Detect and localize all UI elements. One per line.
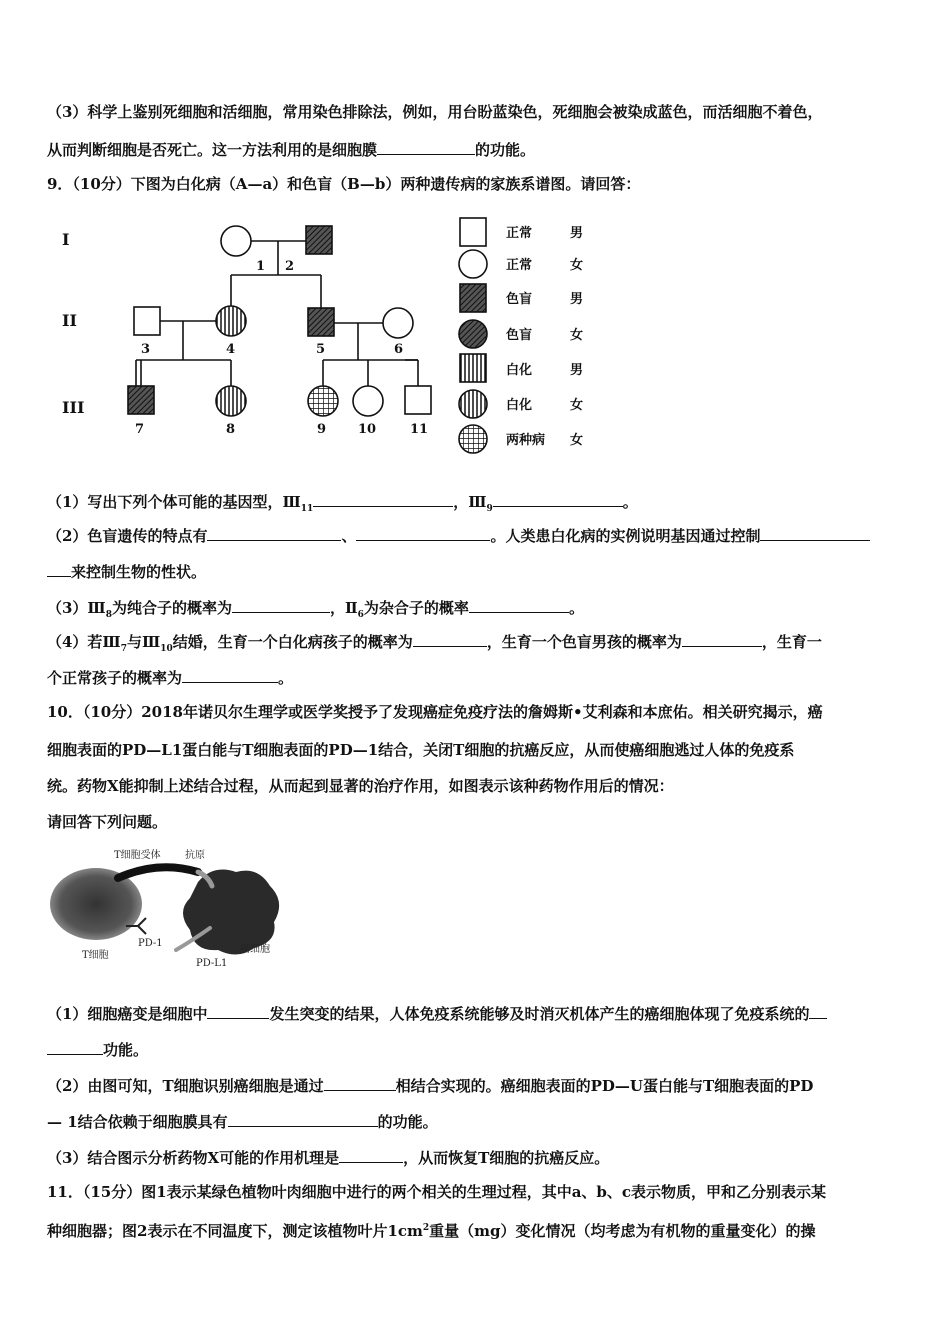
- label-2: 2: [285, 259, 295, 274]
- t-cell-shape: [50, 868, 142, 940]
- individual-5: [308, 308, 334, 336]
- legend-symbol-normal-female: [459, 250, 487, 278]
- individual-10: [353, 386, 383, 416]
- answer-blank[interactable]: [228, 1112, 378, 1127]
- q10-line2: 细胞表面的PD—L1蛋白能与T细胞表面的PD—1结合，关闭T细胞的抗癌反应，从而使癌细胞逃过人体的免疫系: [47, 741, 795, 759]
- answer-blank[interactable]: [469, 598, 569, 613]
- q9-sub3: $(3)Ⅲ_8$为纯合子的概率为 ，$Ⅱ_6$为杂合子的概率 。: [47, 599, 584, 620]
- q10-sub2-cont: — 1结合依赖于细胞膜具有 的功能。: [47, 1113, 438, 1131]
- label-pd1: PD-1: [138, 938, 163, 949]
- legend-sex-6: 女: [570, 433, 584, 448]
- q9-sub4-cont: 个正常孩子的概率为 。: [47, 669, 294, 687]
- legend-name-5: 白化: [506, 398, 533, 413]
- legend-name-6: 两种病: [506, 433, 546, 448]
- label-antigen: 抗原: [185, 850, 205, 861]
- label-1: 1: [256, 259, 266, 274]
- legend-symbol-albino-male: [460, 354, 486, 382]
- label-t-cell-receptor: T细胞受体: [114, 850, 161, 861]
- cancer-cell-shape: [183, 870, 279, 955]
- individual-9: [308, 386, 338, 416]
- label-pdl1: PD-L1: [196, 958, 228, 969]
- legend-sex-2: 男: [570, 292, 584, 307]
- label-11: 11: [410, 422, 429, 437]
- q9-sub1: （1）写出下列个体可能的基因型，$Ⅲ_{11}$ ，$Ⅲ_9$ 。: [47, 493, 638, 514]
- label-10: 10: [358, 422, 377, 437]
- legend-name-2: 色盲: [506, 292, 533, 307]
- legend-name-0: 正常: [506, 226, 533, 241]
- legend-sex-4: 男: [570, 363, 584, 378]
- answer-blank[interactable]: [413, 632, 487, 647]
- individual-7: [128, 386, 154, 414]
- legend-symbol-albino-female: [459, 390, 487, 418]
- individual-11: [405, 386, 431, 414]
- individual-3: [134, 307, 160, 335]
- q9-sub4: （4）若$Ⅲ_7$与$Ⅲ_{10}$结婚，生育一个白化病孩子的概率为 ，生育一个色盲男孩的概率为 ，生育一: [47, 633, 822, 654]
- answer-blank[interactable]: [493, 492, 623, 507]
- q10-sub3: （3）结合图示分析药物X可能的作用机理是 ，从而恢复T细胞的抗癌反应。: [47, 1149, 610, 1167]
- individual-8: [216, 386, 246, 416]
- label-4: 4: [226, 342, 236, 357]
- answer-blank[interactable]: [207, 526, 341, 541]
- q10-line4: 请回答下列问题。: [47, 813, 168, 831]
- answer-blank[interactable]: [377, 140, 475, 155]
- label-5: 5: [316, 342, 326, 357]
- legend-name-4: 白化: [506, 363, 533, 378]
- q10-sub1: （1）细胞癌变是细胞中 发生突变的结果，人体免疫系统能够及时消灭机体产生的癌细胞体现了免疫系统的: [47, 1004, 910, 1024]
- q8-text-line1: （3）科学上鉴别死细胞和活细胞，常用染色排除法，例如，用台盼蓝染色，死细胞会被染成蓝色，而活细胞不着色，: [47, 103, 823, 121]
- label-7: 7: [135, 422, 145, 437]
- q11-line1: 11．（15分）图1表示某绿色植物叶肉细胞中进行的两个相关的生理过程，其中a、b、c表示物质，甲和乙分别表示某: [47, 1183, 827, 1201]
- answer-blank[interactable]: [324, 1076, 396, 1091]
- label-3: 3: [141, 342, 151, 357]
- answer-blank[interactable]: [313, 492, 453, 507]
- answer-blank[interactable]: [47, 562, 71, 577]
- gen-label-2: II: [62, 311, 77, 330]
- answer-blank[interactable]: [682, 632, 762, 647]
- q8-text-line2: 从而判断细胞是否死亡。这一方法利用的是细胞膜 的功能。: [47, 141, 536, 159]
- legend-sex-5: 女: [570, 398, 584, 413]
- answer-blank[interactable]: [760, 526, 870, 541]
- legend-name-3: 色盲: [506, 328, 533, 343]
- label-8: 8: [226, 422, 236, 437]
- gen-label-3: III: [62, 398, 85, 417]
- answer-blank[interactable]: [232, 598, 330, 613]
- answer-blank[interactable]: [809, 1004, 827, 1019]
- q10-sub2: （2）由图可知，T细胞识别癌细胞是通过 相结合实现的。癌细胞表面的PD—U蛋白能与T细胞表面的PD: [47, 1077, 814, 1095]
- legend-symbol-normal-male: [460, 218, 486, 246]
- gen-label-1: I: [62, 230, 70, 249]
- legend-sex-1: 女: [570, 258, 584, 273]
- answer-blank[interactable]: [47, 1040, 103, 1055]
- legend-symbol-both-female: [459, 425, 487, 453]
- q9-header: 9．（10分）下图为白化病（A—a）和色盲（B—b）两种遗传病的家族系谱图。请回答：: [47, 175, 641, 193]
- individual-2: [306, 226, 332, 254]
- q10-line3: 统。药物X能抑制上述结合过程，从而起到显著的治疗作用，如图表示该种药物作用后的情况：: [47, 777, 674, 795]
- legend-name-1: 正常: [506, 258, 533, 273]
- label-9: 9: [317, 422, 327, 437]
- legend-sex-3: 女: [570, 328, 584, 343]
- q9-sub2: （2）色盲遗传的特点有 、 。人类患白化病的实例说明基因通过控制: [47, 526, 910, 546]
- label-t-cell: T细胞: [82, 950, 109, 961]
- q10-sub1-cont: 功能。: [47, 1040, 910, 1060]
- q9-sub2-cont: 来控制生物的性状。: [47, 562, 910, 582]
- answer-blank[interactable]: [182, 668, 278, 683]
- t-cell-receptor: [118, 867, 198, 878]
- legend-symbol-colorblind-male: [460, 284, 486, 312]
- label-cancer-cell: 癌细胞: [240, 944, 270, 955]
- legend-sex-0: 男: [570, 226, 584, 241]
- answer-blank[interactable]: [207, 1004, 269, 1019]
- q10-line1: 10．（10分）2018年诺贝尔生理学或医学奖授予了发现癌症免疫疗法的詹姆斯•艾利森和本庶佑。相关研究揭示，癌: [47, 703, 823, 721]
- individual-6: [383, 308, 413, 338]
- immune-figure: [48, 842, 288, 970]
- pedigree-chart: [48, 208, 608, 468]
- individual-4: [216, 306, 246, 336]
- answer-blank[interactable]: [356, 526, 490, 541]
- q11-line2: 种细胞器；图2表示在不同温度下，测定该植物叶片$1cm^2$重量（mg）变化情况（均考虑为有机物的重量变化）的操: [47, 1222, 816, 1240]
- legend-symbol-colorblind-female: [459, 320, 487, 348]
- individual-1: [221, 226, 251, 256]
- answer-blank[interactable]: [339, 1148, 403, 1163]
- label-6: 6: [394, 342, 404, 357]
